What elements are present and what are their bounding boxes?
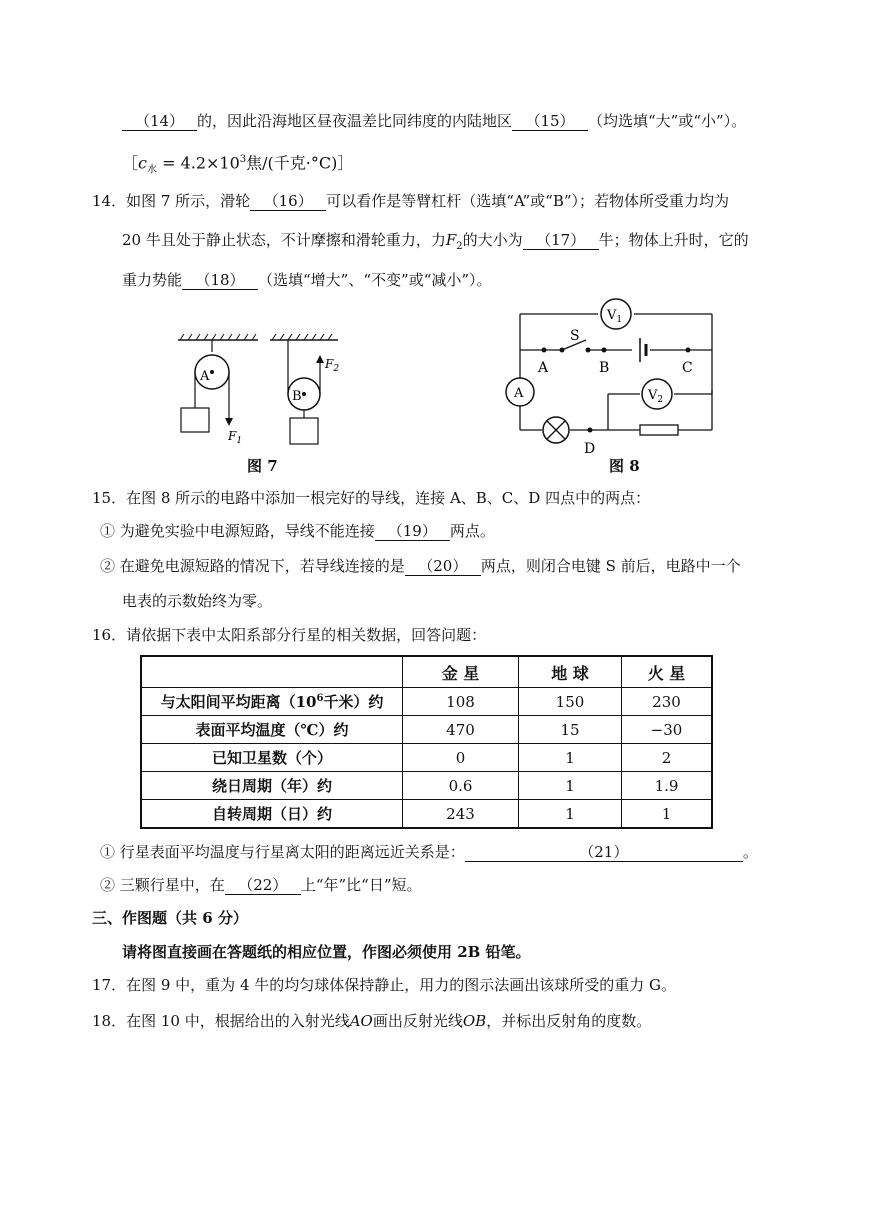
- q14-text7: （选填“增大”、“不变”或“减小”）。: [258, 271, 492, 289]
- figure-8-circuit: [500, 298, 720, 458]
- weight-block-b: [290, 418, 318, 444]
- resistor: [640, 425, 678, 435]
- q16-text5: 上“年”比“日”短。: [300, 876, 422, 894]
- q13-text2: （均选填“大”或“小”）。: [588, 112, 747, 130]
- q15-line3: [100, 556, 741, 576]
- q14-text3: 20 牛且处于静止状态，不计摩擦和滑轮重力，力: [122, 231, 446, 249]
- table-header-row: [141, 656, 712, 688]
- force-sub: 2: [456, 241, 463, 252]
- specific-heat-symbol: c: [138, 153, 147, 173]
- q17-text: 在图 9 中，重为 4 牛的均匀球体保持静止，用力的图示法画出该球所受的重力 G。: [126, 976, 677, 994]
- table-header-cell: 火 星: [622, 656, 713, 688]
- row-label: 绕日周期（年）约: [141, 772, 403, 800]
- point-b-label: B: [599, 360, 610, 376]
- q16-text3: 。: [742, 843, 758, 861]
- question-number-16: 16．: [92, 626, 127, 644]
- table-header-cell: [141, 656, 403, 688]
- specific-heat-unit: 焦/(千克·°C): [246, 153, 338, 173]
- table-cell: 470: [403, 716, 519, 744]
- q14-line1: [92, 191, 729, 211]
- q16-line3: [100, 875, 422, 895]
- weight-block-a: [181, 408, 209, 432]
- q14-text4: 的大小为: [462, 231, 523, 249]
- specific-heat-sub: 水: [146, 164, 157, 176]
- point-a-label: A: [538, 360, 549, 376]
- row-label: 已知卫星数（个）: [141, 744, 403, 772]
- ray-ao: AO: [349, 1012, 373, 1030]
- q15-text4: 在避免电源短路的情况下，若导线连接的是: [119, 557, 405, 575]
- q13-text1: 的，因此沿海地区昼夜温差比同纬度的内陆地区: [197, 112, 513, 130]
- circled-2: ②: [100, 876, 116, 894]
- circled-1: ①: [100, 843, 116, 861]
- table-cell: 1: [519, 800, 622, 829]
- q14-line2: [122, 230, 749, 257]
- q18-text3: ，并标出反射角的度数。: [486, 1012, 652, 1030]
- voltmeter-v2-label: $V_2$: [648, 388, 664, 405]
- answer-blank-14[interactable]: （14）: [122, 112, 197, 131]
- row-label: 自转周期（日）约: [141, 800, 403, 829]
- figure-8-caption: 图 8: [609, 457, 640, 475]
- table-cell: 1: [519, 772, 622, 800]
- answer-blank-20[interactable]: （20）: [405, 557, 481, 576]
- figure-7-caption: 图 7: [247, 457, 278, 475]
- row-label: 表面平均温度（℃）约: [141, 716, 403, 744]
- q18-text1: 在图 10 中，根据给出的入射光线: [126, 1012, 350, 1030]
- specific-heat-exp: 3: [239, 154, 247, 165]
- q16-text2: 行星表面平均温度与行星离太阳的距离远近关系是：: [119, 843, 465, 861]
- table-cell: 243: [403, 800, 519, 829]
- answer-blank-17[interactable]: （17）: [523, 231, 599, 250]
- q14-line3: [122, 270, 492, 290]
- table-cell: 230: [622, 688, 713, 716]
- table-header-cell: 地 球: [519, 656, 622, 688]
- q15-line4: [122, 591, 272, 611]
- table-header-cell: 金 星: [403, 656, 519, 688]
- voltmeter-v1-label: $V_1$: [607, 308, 623, 325]
- table-cell: 2: [622, 744, 713, 772]
- table-row: [141, 688, 712, 716]
- q14-text2: 可以看作是等臂杠杆（选填“A”或“B”）；若物体所受重力均为: [326, 192, 730, 210]
- table-row: [141, 744, 712, 772]
- table-cell: 1: [519, 744, 622, 772]
- table-cell: 1.9: [622, 772, 713, 800]
- q16-text1: 请依据下表中太阳系部分行星的相关数据，回答问题：: [126, 626, 487, 644]
- point-c-label: C: [682, 360, 693, 376]
- q15-text1: 在图 8 所示的电路中添加一根完好的导线，连接 A、B、C、D 四点中的两点：: [126, 489, 651, 507]
- table-cell: 1: [622, 800, 713, 829]
- pulley-b-label: B: [292, 389, 302, 404]
- question-number-14: 14．: [92, 192, 127, 210]
- q14-text5: 牛；物体上升时，它的: [598, 231, 749, 249]
- ammeter-label: A: [514, 386, 524, 401]
- section-3-title: 三、作图题（共 6 分）: [92, 909, 248, 927]
- q16-text4: 三颗行星中，在: [119, 876, 225, 894]
- question-number-18: 18．: [92, 1012, 127, 1030]
- answer-blank-15[interactable]: （15）: [512, 112, 588, 131]
- table-cell: 150: [519, 688, 622, 716]
- answer-blank-19[interactable]: （19）: [375, 522, 450, 541]
- force-f1-label: $F_1$: [228, 429, 243, 446]
- row-label: 与太阳间平均距离（$10^6$千米）约: [141, 688, 403, 716]
- force-f2-label: $F_2$: [325, 357, 340, 374]
- q18-line: [92, 1011, 651, 1031]
- specific-heat-value: = 4.2×10: [156, 153, 240, 173]
- section-3-instruction: 请将图直接画在答题纸的相应位置，作图必须使用 2B 铅笔。: [122, 943, 531, 961]
- q14-text1: 如图 7 所示，滑轮: [126, 192, 251, 210]
- circled-2: ②: [100, 557, 116, 575]
- q15-text5: 两点，则闭合电键 S 前后，电路中一个: [480, 557, 741, 575]
- q15-text2: 为避免实验中电源短路，导线不能连接: [119, 522, 375, 540]
- q13-line1: [122, 111, 746, 131]
- bracket-left: ［: [122, 153, 139, 173]
- table-row: [141, 716, 712, 744]
- answer-blank-21[interactable]: （21）: [465, 843, 743, 862]
- answer-blank-16[interactable]: （16）: [250, 192, 326, 211]
- pulley-a-label: A: [200, 369, 210, 384]
- bracket-right: ］: [337, 153, 354, 173]
- table-row: [141, 772, 712, 800]
- answer-blank-22[interactable]: （22）: [225, 876, 301, 895]
- q15-text3: 两点。: [449, 522, 495, 540]
- q15-text6: 电表的示数始终为零。: [122, 592, 273, 610]
- question-number-17: 17．: [92, 976, 127, 994]
- table-cell: 0.6: [403, 772, 519, 800]
- point-d-label: D: [584, 441, 596, 457]
- q16-line1: [92, 625, 486, 645]
- answer-blank-18[interactable]: （18）: [182, 271, 258, 290]
- table-cell: 15: [519, 716, 622, 744]
- q15-line1: [92, 488, 650, 508]
- q15-line2: [100, 521, 495, 541]
- q16-line2: [100, 842, 758, 862]
- question-number-15: 15．: [92, 489, 127, 507]
- q18-text2: 画出反射光线: [372, 1012, 463, 1030]
- ray-ob: OB: [462, 1012, 487, 1030]
- q13-formula: [122, 150, 353, 181]
- q17-line: [92, 975, 676, 995]
- q14-text6: 重力势能: [122, 271, 183, 289]
- table-cell: 0: [403, 744, 519, 772]
- table-row: [141, 800, 712, 829]
- force-symbol: F: [445, 231, 457, 249]
- circled-1: ①: [100, 522, 116, 540]
- switch-label: S: [570, 328, 580, 344]
- table-cell: −30: [622, 716, 713, 744]
- figure-7-pulleys: [170, 330, 350, 450]
- planet-data-table: [140, 655, 713, 829]
- table-cell: 108: [403, 688, 519, 716]
